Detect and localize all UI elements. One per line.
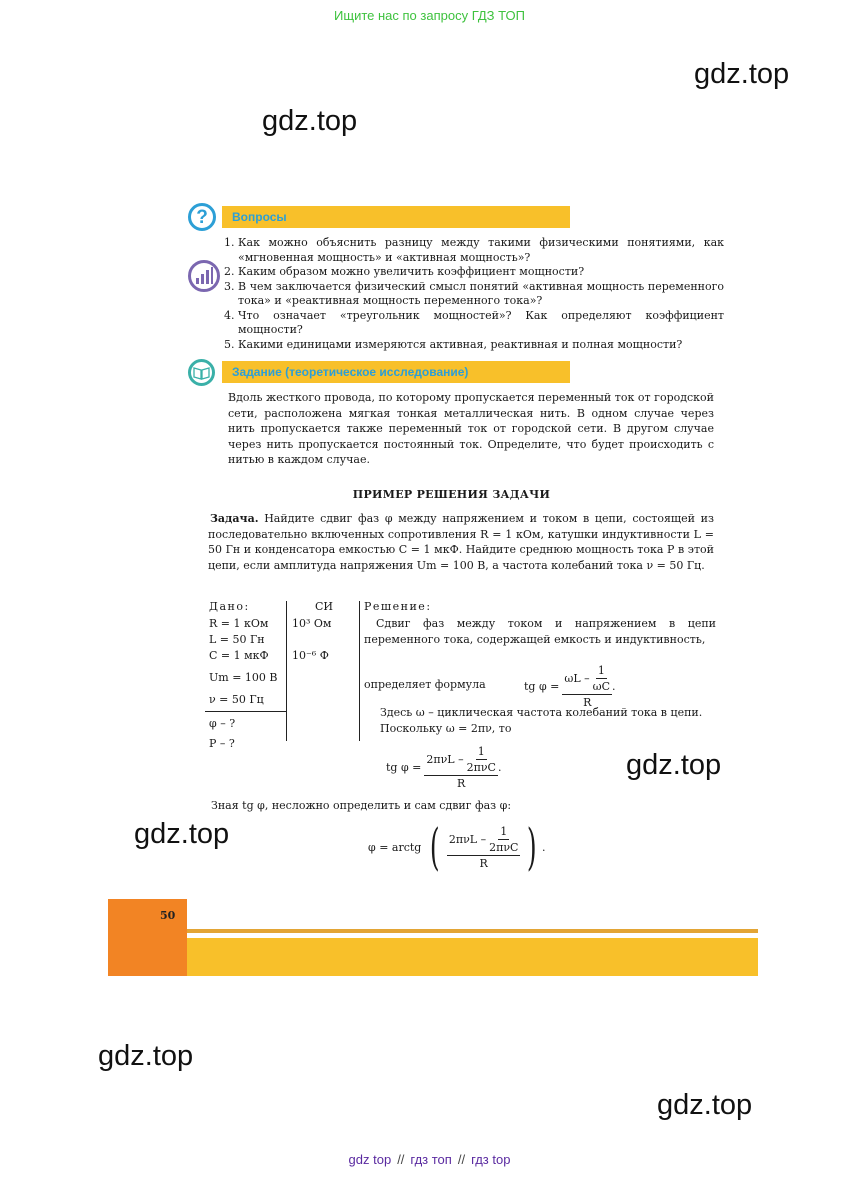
formula-inner-denominator: 2πνC [466, 761, 496, 774]
formula-left: tg φ = [524, 680, 560, 693]
book-icon-shape [191, 362, 212, 383]
si-value: 10⁻⁶ Ф [292, 649, 329, 662]
list-item-text: Как можно объяснить разницу между такими физическими понятиями, как «мгновенная мощность» и «активная мощность»? [238, 236, 724, 264]
list-item [224, 338, 724, 353]
formula-denominator: R [583, 696, 592, 709]
list-item-number: 3. [224, 279, 235, 293]
question-icon: ? [188, 203, 216, 231]
watermark: gdz.top [262, 105, 358, 137]
footer-stripe [187, 929, 758, 933]
questions-list [224, 236, 724, 352]
top-search-link[interactable]: Ищите нас по запросу ГДЗ ТОП [334, 8, 525, 23]
list-item-number: 5. [224, 337, 235, 351]
formula-inner-numerator: 1 [477, 745, 485, 758]
solution-text: Сдвиг фаз между током и напряжением в цепи переменного тока, содержащей емкость и индуктивность, [364, 617, 716, 646]
list-item [224, 309, 724, 338]
formula-dot: . [497, 761, 502, 774]
solution-text: Поскольку ω = 2πν, то [380, 722, 512, 735]
page-number: 50 [160, 909, 176, 922]
formula-tg-phi [524, 664, 616, 709]
problem-text: Найдите сдвиг фаз φ между напряжением и током в цепи, состоящей из последовательно включенных сопротивления R = 1 кОм, катушки индуктивности L = 50 Гн и конденсатора емкостью C = 1 мкФ. Найдите среднюю мощность тока P в этой цепи, если амплитуда напряжения Um = 100 В, а частота колебаний тока ν = 50 Гц. [208, 512, 714, 572]
task-text: Вдоль жесткого провода, по которому пропускается переменный ток от городской сети, расположена мягкая тонкая металлическая нить. В одном случае через нить пропускается также переменный ток от городской сети. В другом случае через нить пропускается постоянный ток. Определите, что будет происходить с нитью в каждом случае. [228, 391, 714, 466]
find-value: P – ? [209, 737, 235, 750]
problem-statement [208, 511, 714, 573]
watermark: gdz.top [134, 818, 230, 850]
bottom-link[interactable]: gdz top [348, 1152, 392, 1167]
formula-term: 2πνL – [448, 832, 487, 846]
list-item [224, 265, 724, 280]
formula-inner-denominator: 2πνC [489, 840, 519, 854]
watermark: gdz.top [626, 749, 722, 781]
formula-inner-numerator: 1 [597, 664, 605, 677]
footer-band [187, 938, 758, 976]
solution-text: Здесь ω – циклическая частота колебаний тока в цепи. [380, 706, 703, 719]
book-icon [188, 359, 215, 386]
solution-text: Зная tg φ, несложно определить и сам сдвиг фаз φ: [211, 799, 512, 812]
given-value: ν = 50 Гц [209, 693, 264, 706]
formula-paren-left: ( [430, 818, 440, 876]
given-value: L = 50 Гн [209, 633, 265, 646]
solution-text: определяет формула [364, 678, 486, 691]
formula-fraction [562, 664, 612, 709]
given-divider [205, 711, 287, 712]
given-value: C = 1 мкФ [209, 649, 269, 662]
bottom-links [0, 1152, 859, 1167]
watermark: gdz.top [694, 58, 790, 90]
solution-divider [359, 601, 360, 741]
formula-term: ωL – [564, 672, 590, 685]
list-item-text: В чем заключается физический смысл понятий «активная мощность переменного тока» и «реактивная мощность переменного тока»? [238, 279, 724, 307]
formula-denominator: R [457, 777, 466, 790]
formula-numerator [447, 825, 521, 856]
find-value: φ – ? [209, 717, 236, 730]
formula-left: φ = arctg [368, 840, 422, 854]
formula-numerator [562, 664, 612, 695]
section-title: ПРИМЕР РЕШЕНИЯ ЗАДАЧИ [352, 488, 551, 501]
list-item-number: 2. [224, 265, 235, 278]
task-title: Задание (теоретическое исследование) [222, 361, 570, 383]
list-item-number: 1. [224, 236, 235, 249]
link-separator: // [397, 1152, 405, 1167]
formula-tg-phi-nu [386, 745, 501, 790]
list-item-number: 4. [224, 308, 235, 322]
problem-label: Задача. [210, 512, 259, 525]
list-item-text: Каким образом можно увеличить коэффициент мощности? [238, 265, 585, 278]
solution-header: Решение: [364, 600, 432, 613]
given-value: R = 1 кОм [209, 617, 269, 630]
formula-fraction [424, 745, 498, 790]
formula-dot: . [541, 840, 546, 854]
watermark: gdz.top [98, 1040, 194, 1072]
formula-fraction [447, 825, 521, 870]
formula-inner-numerator: 1 [500, 824, 508, 838]
formula-inner-fraction [467, 745, 496, 774]
bar-chart-icon-shape [191, 263, 217, 289]
formula-inner-fraction [489, 825, 518, 854]
list-item-text: Какими единицами измеряются активная, реактивная и полная мощности? [238, 337, 683, 351]
si-header: СИ [315, 600, 334, 613]
formula-paren-right: ) [527, 818, 538, 876]
formula-numerator [424, 745, 498, 776]
watermark: gdz.top [657, 1089, 753, 1121]
list-item-text: Что означает «треугольник мощностей»? Как определяют коэффициент мощности? [238, 308, 724, 336]
formula-term: 2πνL – [426, 753, 464, 766]
link-separator: // [457, 1152, 466, 1167]
si-value: 10³ Ом [292, 617, 332, 630]
bottom-link[interactable]: гдз топ [410, 1152, 452, 1167]
formula-dot: . [612, 680, 616, 693]
formula-phi-arctg [368, 818, 546, 876]
formula-left: tg φ = [386, 761, 422, 774]
questions-title: Вопросы [222, 206, 570, 228]
formula-denominator: R [479, 856, 488, 870]
given-value: Um = 100 В [209, 671, 278, 684]
formula-inner-fraction [593, 664, 610, 693]
list-item [224, 280, 724, 309]
formula-inner-denominator: ωC [592, 680, 611, 693]
given-header: Дано: [209, 600, 250, 613]
bottom-link[interactable]: гдз top [471, 1152, 511, 1167]
bar-chart-icon [188, 260, 220, 292]
si-divider [286, 601, 287, 741]
list-item [224, 236, 724, 265]
